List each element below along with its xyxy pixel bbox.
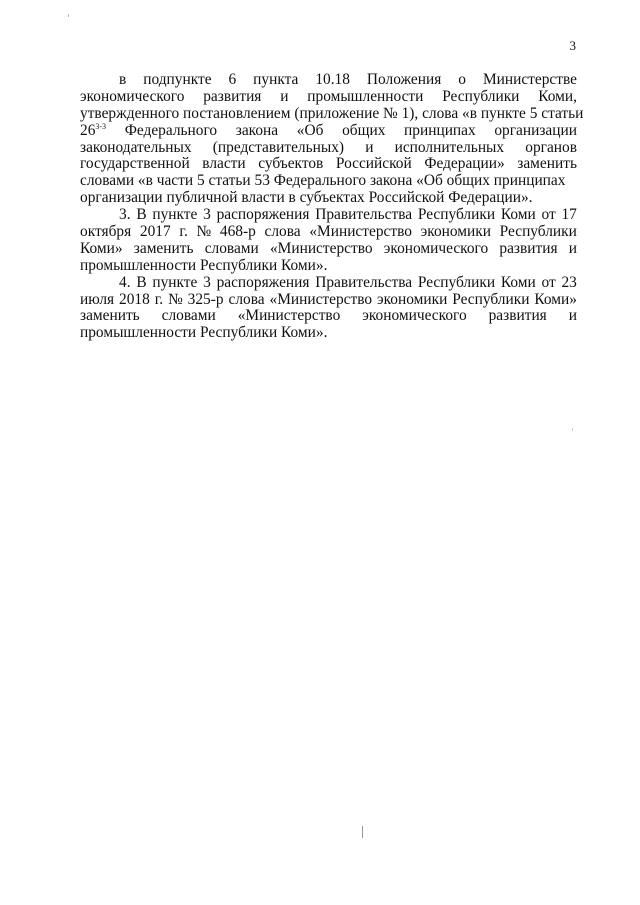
text-line: промышленности Республики Коми». — [80, 324, 328, 342]
text-line: экономического развития и промышленности Республики Коми, — [80, 87, 577, 105]
text-line: 3. В пункте 3 распоряжения Правительства Республики Коми от 17 — [119, 206, 577, 224]
text-line: государственной власти субъектов Российской Федерации» заменить — [80, 155, 577, 173]
text-line: июля 2018 г. № 325-р слова «Министерство экономики Республики Коми» — [80, 290, 577, 308]
text-line: организации публичной власти в субъектах Российской Федерации». — [80, 189, 533, 207]
scan-speck — [362, 826, 363, 838]
text-line: заменить словами «Министерство экономического развития и — [80, 307, 577, 325]
page-number: 3 — [569, 38, 576, 53]
text-line: законодательных (представительных) и исполнительных органов — [80, 138, 577, 156]
text-line: октября 2017 г. № 468-р слова «Министерство экономики Республики — [80, 223, 577, 241]
text-line: промышленности Республики Коми». — [80, 256, 328, 274]
paragraph-item-4 — [80, 275, 577, 343]
text-line: 4. В пункте 3 распоряжения Правительства Республики Коми от 23 — [119, 273, 577, 291]
text-line: Коми» заменить словами «Министерство экономического развития и — [80, 239, 577, 257]
paragraph-item-3 — [80, 207, 577, 275]
scan-speck — [68, 14, 69, 17]
paragraph-amendment-regulation — [80, 71, 584, 207]
text-line: 26$^{3-3}$ Федерального закона «Об общих принципах организации — [80, 121, 577, 139]
document-body — [80, 71, 584, 342]
text-line: в подпункте 6 пункта 10.18 Положения о Министерстве — [119, 71, 577, 88]
text-line: утвержденного постановлением (приложение № 1), слова «в пункте 5 статьи — [80, 104, 584, 122]
text-line: словами «в части 5 статьи 53 Федерального закона «Об общих принципах — [80, 172, 566, 190]
scan-speck — [572, 428, 573, 431]
